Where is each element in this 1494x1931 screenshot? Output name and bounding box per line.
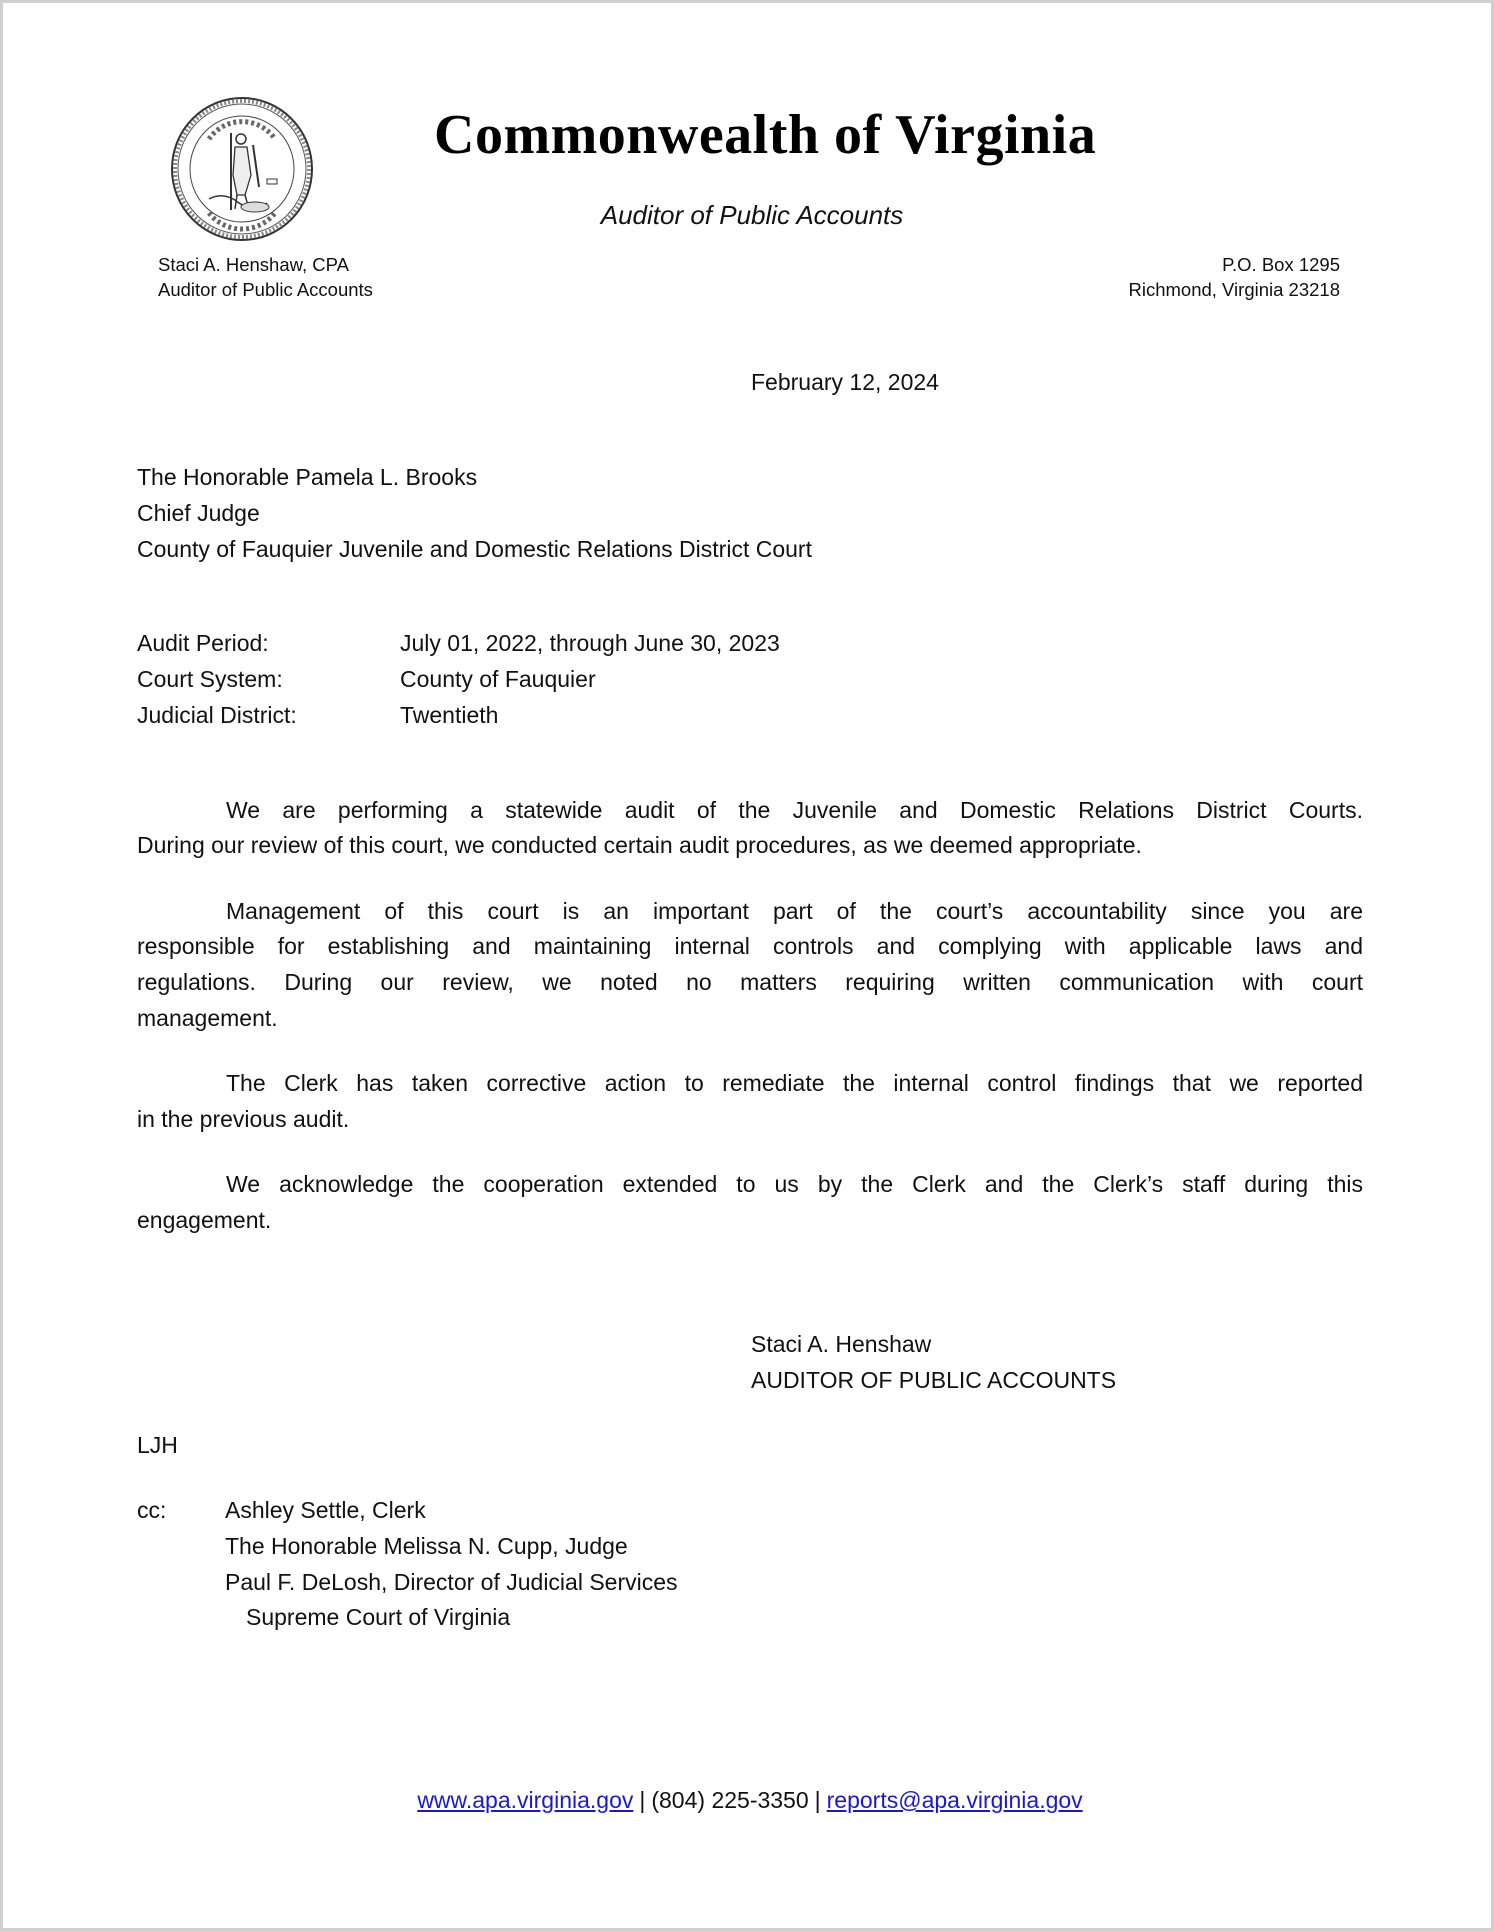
addressee-name: The Honorable Pamela L. Brooks (137, 464, 478, 490)
paragraph-1-line: During our review of this court, we conducted certain audit procedures, as we deemed appropriate. (137, 832, 1142, 858)
paragraph-3-line: in the previous audit. (137, 1106, 350, 1132)
cc-recipient: Paul F. DeLosh, Director of Judicial Services (225, 1569, 678, 1595)
letterhead-auditor-name: Staci A. Henshaw, CPA (158, 254, 349, 275)
addressee-court: County of Fauquier Juvenile and Domestic Relations District Court (137, 536, 812, 562)
judicial-district-value: Twentieth (400, 702, 499, 728)
judicial-district-label: Judicial District: (137, 702, 297, 728)
typist-initials: LJH (137, 1432, 178, 1458)
virginia-seal-icon (169, 95, 315, 243)
paragraph-2-line: Management of this court is an important part of the court’s accountability since you are (226, 898, 1363, 924)
court-system-value: County of Fauquier (400, 666, 596, 692)
paragraph-2-line: responsible for establishing and maintaining internal controls and complying with applicable laws and (137, 933, 1363, 959)
letter-footer (3, 1782, 1494, 1818)
letterhead-subtitle: Auditor of Public Accounts (600, 200, 904, 230)
letter-date: February 12, 2024 (751, 369, 939, 395)
cc-recipient-subline: Supreme Court of Virginia (246, 1604, 511, 1630)
audit-period-label: Audit Period: (137, 630, 269, 656)
letterhead-title: Commonwealth of Virginia (434, 104, 1097, 166)
letterhead-address-line1: P.O. Box 1295 (1222, 254, 1340, 275)
paragraph-1-line: We are performing a statewide audit of the Juvenile and Domestic Relations District Courts. (226, 797, 1363, 823)
paragraph-4-line: engagement. (137, 1207, 272, 1233)
paragraph-2-line: management. (137, 1005, 278, 1031)
signature-name: Staci A. Henshaw (751, 1331, 932, 1357)
paragraph-2-line: regulations. During our review, we noted no matters requiring written communication with court (137, 969, 1363, 995)
letterhead-auditor-role: Auditor of Public Accounts (158, 279, 373, 300)
cc-recipient: Ashley Settle, Clerk (225, 1497, 426, 1523)
addressee-title: Chief Judge (137, 500, 260, 526)
website-link[interactable]: www.apa.virginia.gov (417, 1787, 634, 1813)
cc-recipient: The Honorable Melissa N. Cupp, Judge (225, 1533, 628, 1559)
footer-phone: (804) 225-3350 (651, 1787, 809, 1813)
audit-period-value: July 01, 2022, through June 30, 2023 (400, 630, 780, 656)
cc-label: cc: (137, 1497, 167, 1523)
footer-separator: | (639, 1787, 646, 1813)
email-link[interactable]: reports@apa.virginia.gov (826, 1787, 1083, 1813)
court-system-label: Court System: (137, 666, 283, 692)
paragraph-4-line: We acknowledge the cooperation extended to us by the Clerk and the Clerk’s staff during this (226, 1171, 1363, 1197)
letterhead-address-line2: Richmond, Virginia 23218 (1128, 279, 1340, 300)
paragraph-3-line: The Clerk has taken corrective action to remediate the internal control findings that we reported (226, 1070, 1363, 1096)
signature-title: AUDITOR OF PUBLIC ACCOUNTS (751, 1367, 1117, 1393)
footer-separator: | (814, 1787, 821, 1813)
